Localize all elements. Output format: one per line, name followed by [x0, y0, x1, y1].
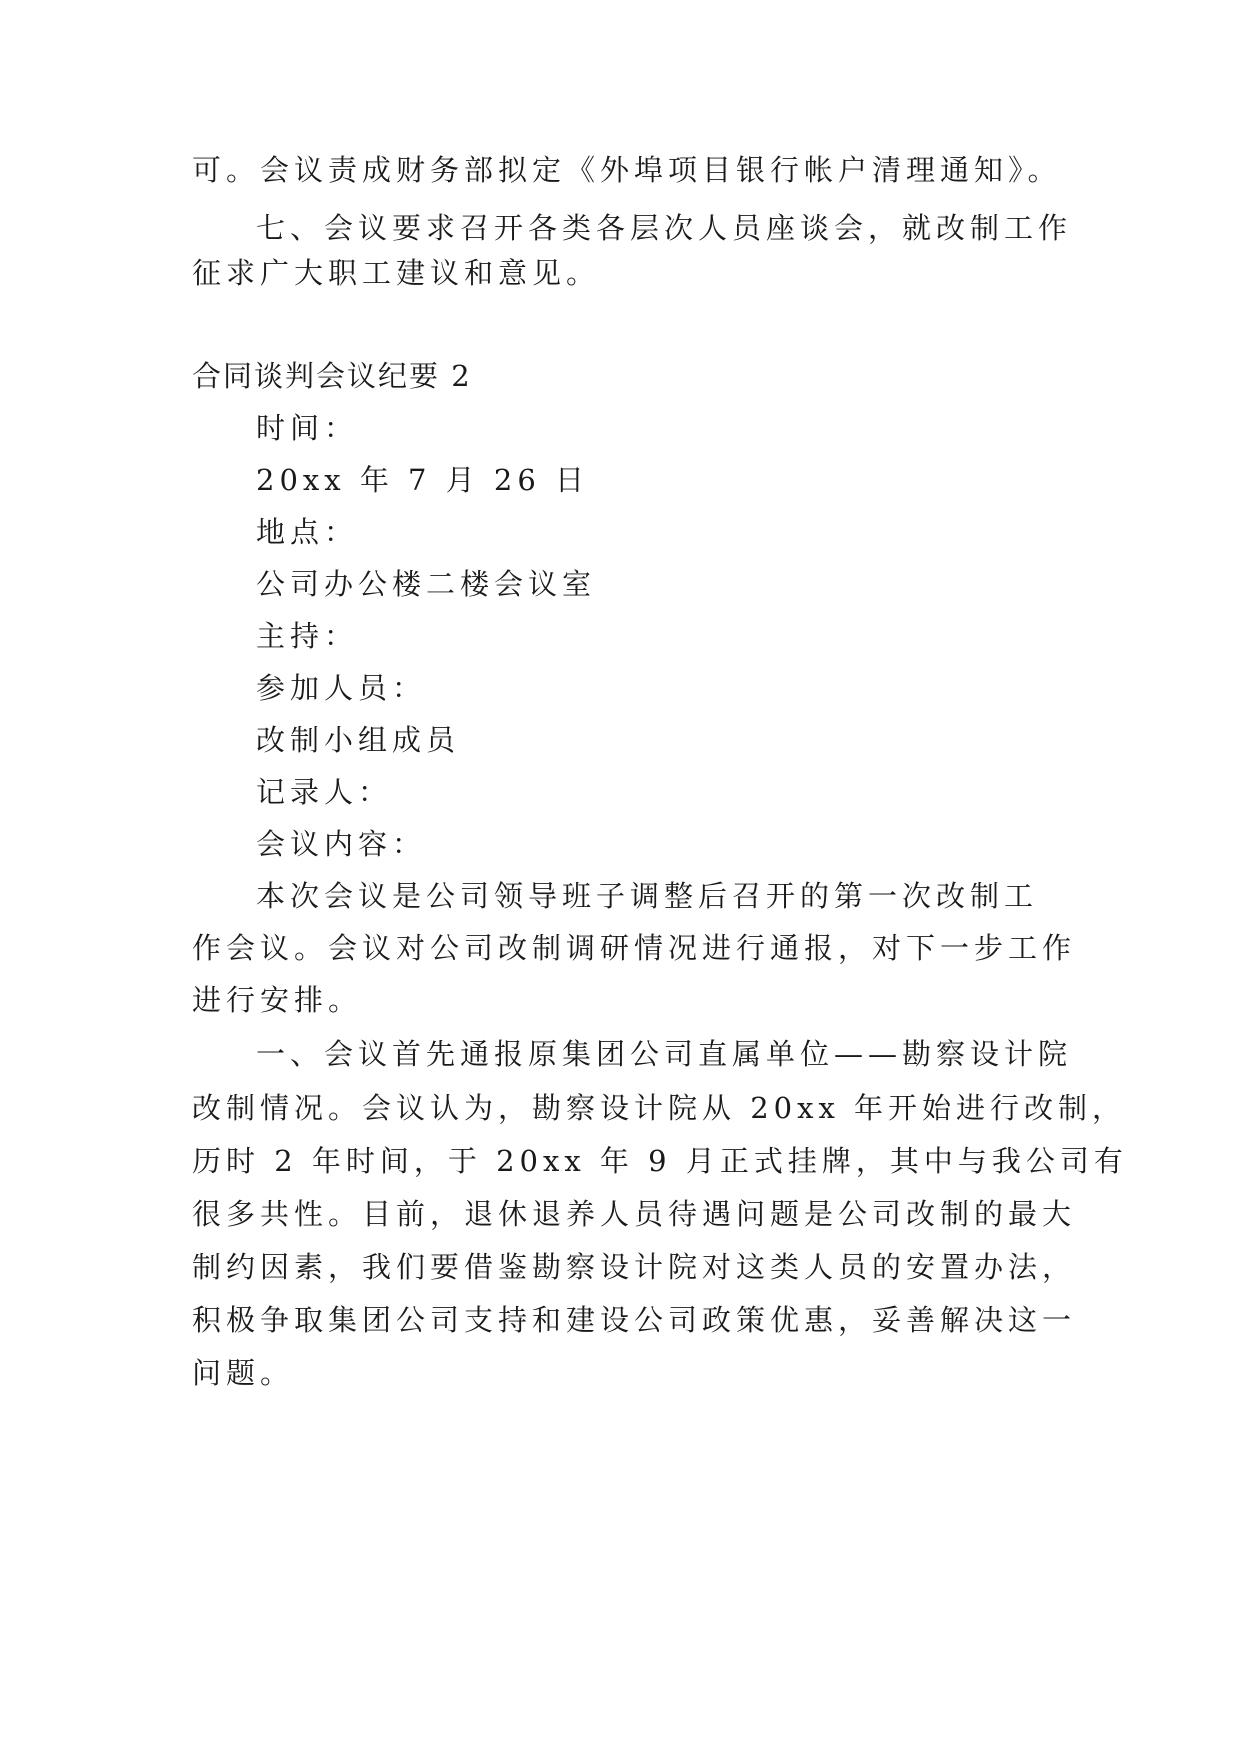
paragraph-line: 改制情况。会议认为，勘察设计院从 20xx 年开始进行改制，: [192, 1091, 1127, 1125]
paragraph-line: 七、会议要求召开各类各层次人员座谈会，就改制工作: [256, 211, 1073, 245]
recorder-label: 记录人：: [256, 775, 393, 809]
paragraph-line: 本次会议是公司领导班子调整后召开的第一次改制工: [256, 879, 1039, 913]
host-label: 主持：: [256, 619, 359, 653]
attendees-label: 参加人员：: [256, 671, 427, 705]
paragraph-line: 制约因素，我们要借鉴勘察设计院对这类人员的安置办法，: [192, 1250, 1077, 1284]
place-value: 公司办公楼二楼会议室: [256, 567, 597, 601]
paragraph-line: 积极争取集团公司支持和建设公司政策优惠，妥善解决这一: [192, 1303, 1077, 1337]
content-label: 会议内容：: [256, 827, 427, 861]
paragraph-line: 可。会议责成财务部拟定《外埠项目银行帐户清理通知》。: [192, 153, 1062, 187]
paragraph-line: 历时 2 年时间，于 20xx 年 9 月正式挂牌，其中与我公司有: [192, 1144, 1128, 1178]
paragraph-line: 作会议。会议对公司改制调研情况进行通报，对下一步工作: [192, 931, 1077, 965]
attendees-value: 改制小组成员: [256, 723, 461, 757]
time-label: 时间：: [256, 411, 359, 445]
paragraph-line: 进行安排。: [192, 983, 363, 1017]
paragraph-line: 很多共性。目前，退休退养人员待遇问题是公司改制的最大: [192, 1197, 1077, 1231]
place-label: 地点：: [256, 515, 359, 549]
paragraph-line: 征求广大职工建议和意见。: [192, 256, 601, 290]
paragraph-line: 一、会议首先通报原集团公司直属单位——勘察设计院: [256, 1037, 1073, 1071]
paragraph-line: 问题。: [192, 1356, 295, 1390]
section-title: 合同谈判会议纪要 2: [192, 359, 472, 393]
time-value: 20xx 年 7 月 26 日: [256, 463, 590, 497]
